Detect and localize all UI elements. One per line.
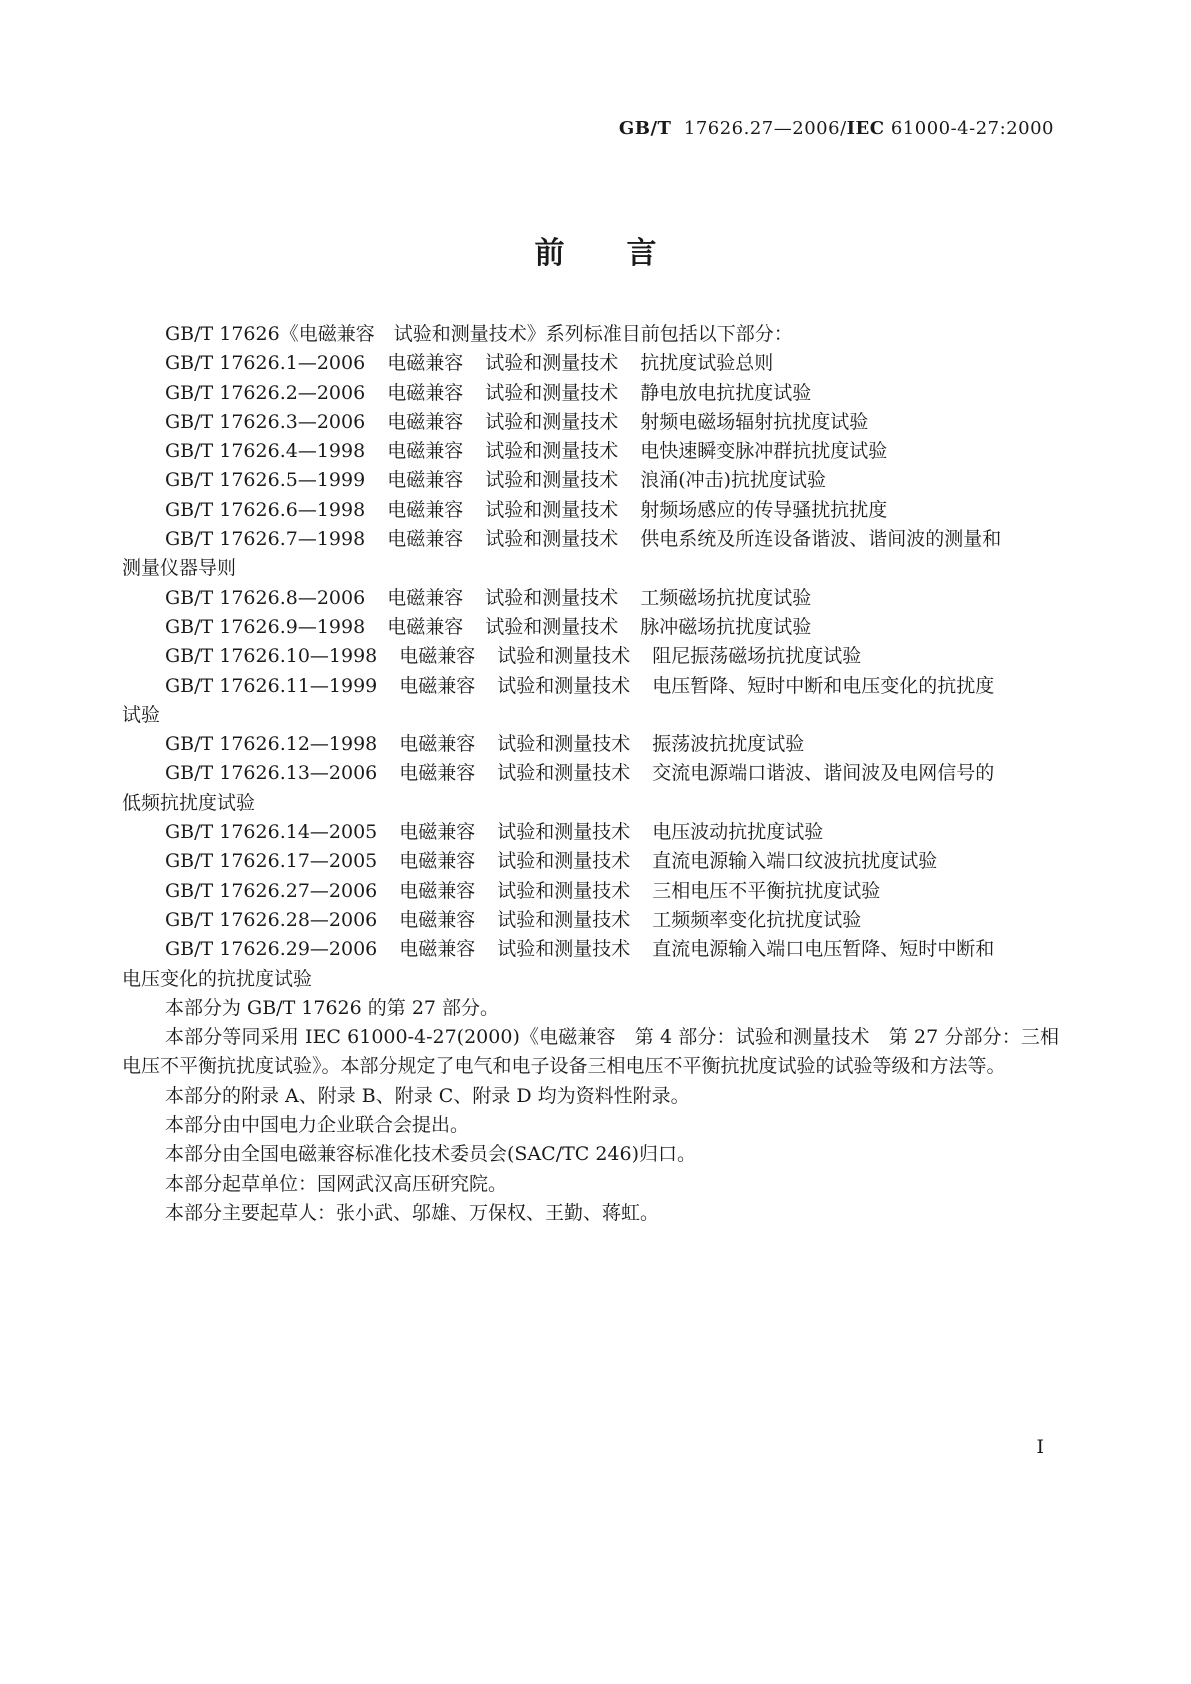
- standard-item: [122, 759, 1059, 818]
- standard-title: 三相电压不平衡抗扰度试验: [652, 879, 881, 902]
- standard-series: 电磁兼容: [399, 821, 476, 844]
- standard-series: 电磁兼容: [387, 615, 464, 638]
- standard-topic: 试验和测量技术: [485, 528, 619, 551]
- page-number: I: [1036, 1436, 1044, 1458]
- standard-line: [165, 759, 1059, 788]
- standard-item: [122, 818, 1059, 847]
- standard-series: 电磁兼容: [387, 469, 464, 492]
- standard-topic: 试验和测量技术: [497, 938, 631, 961]
- body-paragraph: 本部分主要起草人：张小武、邬雄、万保权、王勤、蒋虹。: [165, 1201, 660, 1224]
- standard-title: 脉冲磁场抗扰度试验: [640, 615, 812, 638]
- standard-series: 电磁兼容: [399, 879, 476, 902]
- standard-item: [122, 349, 1059, 378]
- body-paragraph: 本部分由中国电力企业联合会提出。: [165, 1114, 470, 1137]
- standard-line: [165, 818, 1059, 847]
- standard-series: 电磁兼容: [399, 674, 476, 697]
- standard-code: GB/T 17626.17—2005: [165, 850, 378, 873]
- standard-title: 静电放电抗扰度试验: [640, 381, 812, 404]
- standard-title-continuation: 试验: [122, 703, 161, 726]
- standard-line: [165, 847, 1059, 876]
- page-title: [0, 228, 1191, 272]
- standard-title-continuation: 测量仪器导则: [122, 557, 237, 580]
- standard-series: 电磁兼容: [399, 938, 476, 961]
- standard-series: 电磁兼容: [387, 440, 464, 463]
- standard-topic: 试验和测量技术: [485, 615, 619, 638]
- standard-topic: 试验和测量技术: [497, 879, 631, 902]
- standard-topic: 试验和测量技术: [485, 469, 619, 492]
- standard-topic: 试验和测量技术: [497, 762, 631, 785]
- standard-title: 供电系统及所连设备谐波、谐间波的测量和: [640, 528, 1002, 551]
- standard-item: [122, 525, 1059, 584]
- standard-item: [122, 613, 1059, 642]
- standard-code: GB/T 17626.7—1998: [165, 528, 366, 551]
- standard-title: 射频电磁场辐射抗扰度试验: [640, 410, 869, 433]
- body-paragraph: 本部分由全国电磁兼容标准化技术委员会(SAC/TC 246)归口。: [165, 1143, 697, 1166]
- standard-title: 直流电源输入端口电压暂降、短时中断和: [652, 938, 995, 961]
- code-iec: 61000-4-27:2000: [890, 118, 1054, 139]
- code-iec-prefix: IEC: [846, 118, 885, 139]
- standard-code: GB/T 17626.11—1999: [165, 674, 378, 697]
- body-paragraph: 本部分的附录 A、附录 B、附录 C、附录 D 均为资料性附录。: [165, 1084, 690, 1107]
- standard-topic: 试验和测量技术: [497, 674, 631, 697]
- standard-code: GB/T 17626.14—2005: [165, 821, 378, 844]
- standard-title: 工频磁场抗扰度试验: [640, 586, 812, 609]
- standard-line: [165, 642, 1059, 671]
- standard-code: GB/T 17626.4—1998: [165, 440, 366, 463]
- standard-title: 抗扰度试验总则: [640, 352, 774, 375]
- standard-series: 电磁兼容: [387, 528, 464, 551]
- standard-code: GB/T 17626.29—2006: [165, 938, 378, 961]
- standards-list: [122, 349, 1059, 994]
- standard-item: [122, 672, 1059, 731]
- body-paragraph: 本部分等同采用 IEC 61000-4-27(2000)《电磁兼容 第 4 部分：试验和测量技术 第 27 分部分：三相电压不平衡抗扰度试验》。本部分规定了电气和电子设备三相电压不平衡抗扰度试验的试验等级和方法等。: [122, 1026, 1059, 1078]
- standard-topic: 试验和测量技术: [497, 821, 631, 844]
- standard-series: 电磁兼容: [387, 381, 464, 404]
- standard-series: 电磁兼容: [399, 733, 476, 756]
- standard-series: 电磁兼容: [387, 498, 464, 521]
- standard-code: GB/T 17626.13—2006: [165, 762, 378, 785]
- standard-item: [122, 935, 1059, 994]
- standard-topic: 试验和测量技术: [497, 733, 631, 756]
- standard-topic: 试验和测量技术: [485, 586, 619, 609]
- standard-topic: 试验和测量技术: [497, 908, 631, 931]
- standard-series: 电磁兼容: [399, 908, 476, 931]
- standard-topic: 试验和测量技术: [485, 381, 619, 404]
- standard-line: [165, 408, 1059, 437]
- standard-line: [165, 466, 1059, 495]
- standard-title: 工频频率变化抗扰度试验: [652, 908, 862, 931]
- standard-line: [165, 613, 1059, 642]
- standard-code: GB/T 17626.6—1998: [165, 498, 366, 521]
- title-char-1: 前: [534, 236, 565, 271]
- title-char-2: 言: [626, 236, 657, 271]
- standard-title: 电压波动抗扰度试验: [652, 821, 824, 844]
- standard-code: GB/T 17626.2—2006: [165, 381, 366, 404]
- standard-item: [122, 730, 1059, 759]
- standard-series: 电磁兼容: [387, 352, 464, 375]
- code-main: 17626.27—2006/: [683, 118, 847, 139]
- standard-line: [165, 672, 1059, 701]
- standard-title: 直流电源输入端口纹波抗扰度试验: [652, 850, 938, 873]
- standard-topic: 试验和测量技术: [485, 410, 619, 433]
- standard-series: 电磁兼容: [387, 586, 464, 609]
- standard-topic: 试验和测量技术: [485, 352, 619, 375]
- body-paragraph: 本部分起草单位：国网武汉高压研究院。: [165, 1172, 508, 1195]
- standard-item: [122, 496, 1059, 525]
- standard-item: [122, 408, 1059, 437]
- standard-title: 浪涌(冲击)抗扰度试验: [640, 469, 827, 492]
- standard-line: [165, 730, 1059, 759]
- standard-code: GB/T 17626.8—2006: [165, 586, 366, 609]
- standard-item: [122, 877, 1059, 906]
- standard-item: [122, 437, 1059, 466]
- standard-code: GB/T 17626.3—2006: [165, 410, 366, 433]
- paragraphs-list: [122, 994, 1059, 1228]
- standard-topic: 试验和测量技术: [497, 850, 631, 873]
- standard-code: GB/T 17626.27—2006: [165, 879, 378, 902]
- standard-code: GB/T 17626.12—1998: [165, 733, 378, 756]
- body-paragraph: 本部分为 GB/T 17626 的第 27 部分。: [165, 996, 500, 1019]
- standard-topic: 试验和测量技术: [485, 440, 619, 463]
- standard-title: 交流电源端口谐波、谐间波及电网信号的: [652, 762, 995, 785]
- standard-line: [165, 584, 1059, 613]
- standard-title-continuation: 电压变化的抗扰度试验: [122, 967, 313, 990]
- standard-code: GB/T 17626.1—2006: [165, 352, 366, 375]
- standard-series: 电磁兼容: [399, 850, 476, 873]
- standard-topic: 试验和测量技术: [497, 645, 631, 668]
- standard-item: [122, 379, 1059, 408]
- standard-item: [122, 847, 1059, 876]
- standard-topic: 试验和测量技术: [485, 498, 619, 521]
- standard-series: 电磁兼容: [399, 645, 476, 668]
- standard-line: [165, 496, 1059, 525]
- standard-title: 电压暂降、短时中断和电压变化的抗扰度: [652, 674, 995, 697]
- standard-title: 电快速瞬变脉冲群抗扰度试验: [640, 440, 888, 463]
- intro-paragraph: GB/T 17626《电磁兼容 试验和测量技术》系列标准目前包括以下部分：: [165, 323, 793, 345]
- standard-line: [165, 906, 1059, 935]
- standard-line: [165, 877, 1059, 906]
- standard-title: 射频场感应的传导骚扰抗扰度: [640, 498, 888, 521]
- standard-line: [165, 379, 1059, 408]
- standard-code: GB/T 17626.9—1998: [165, 615, 366, 638]
- standard-series: 电磁兼容: [387, 410, 464, 433]
- standard-line: [165, 935, 1059, 964]
- code-prefix: GB/T: [618, 118, 672, 139]
- standard-item: [122, 584, 1059, 613]
- foreword-body: [122, 320, 1059, 1228]
- standard-code: GB/T 17626.10—1998: [165, 645, 378, 668]
- standard-item: [122, 466, 1059, 495]
- standard-code: GB/T 17626.5—1999: [165, 469, 366, 492]
- standard-line: [165, 437, 1059, 466]
- standard-item: [122, 906, 1059, 935]
- standard-code-header: [619, 118, 1054, 139]
- standard-line: [165, 525, 1059, 554]
- standard-code: GB/T 17626.28—2006: [165, 908, 378, 931]
- standard-title: 振荡波抗扰度试验: [652, 733, 805, 756]
- standard-line: [165, 349, 1059, 378]
- standard-title-continuation: 低频抗扰度试验: [122, 791, 256, 814]
- standard-item: [122, 642, 1059, 671]
- standard-series: 电磁兼容: [399, 762, 476, 785]
- standard-title: 阻尼振荡磁场抗扰度试验: [652, 645, 862, 668]
